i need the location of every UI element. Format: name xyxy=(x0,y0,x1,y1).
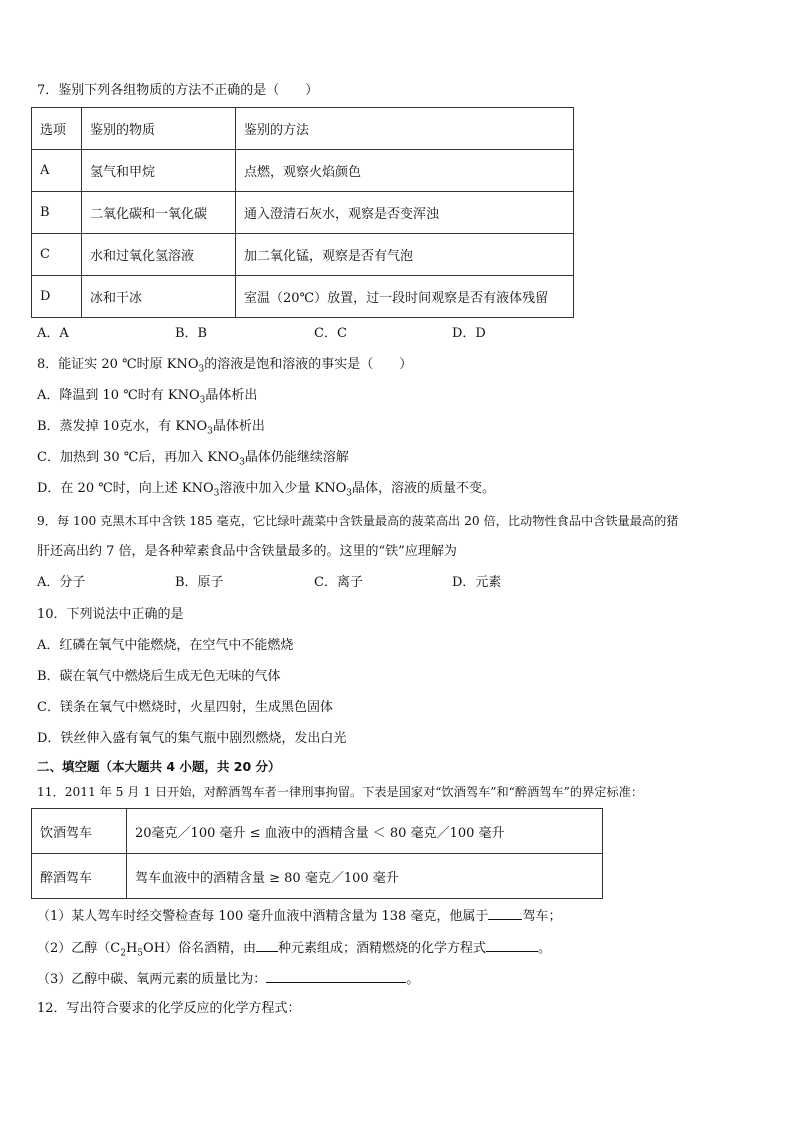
option-text: C．加热到 30 ℃后，再加入 KNO xyxy=(37,450,240,465)
sub2-text: 种元素组成；酒精燃烧的化学方程式 xyxy=(278,941,487,956)
q8-option-d xyxy=(37,480,495,503)
table-header-row xyxy=(32,108,574,150)
q9-stem-line1: 9．每 100 克黑木耳中含铁 185 毫克，它比绿叶蔬菜中含铁量最高的菠菜高出 20 倍，比动物性食品中含铁量最高的猪 xyxy=(37,514,679,528)
option-text: B．蒸发掉 10克水，有 KNO xyxy=(37,419,208,434)
q12-stem: 12．写出符合要求的化学反应的化学方程式： xyxy=(37,1001,301,1016)
table-cell: A xyxy=(32,150,82,192)
sub3-text: 。 xyxy=(406,972,420,987)
q11-sub3 xyxy=(37,968,419,989)
q8-stem-part: 的溶液是饱和溶液的事实是（ ） xyxy=(204,357,413,372)
q8-stem xyxy=(37,356,412,379)
q7-option-c: C．C xyxy=(314,326,347,341)
q9-option-d: D．元素 xyxy=(452,575,502,590)
option-text: 晶体仍能继续溶解 xyxy=(244,450,349,465)
sub2-text: 。 xyxy=(538,941,552,956)
table-header-cell: 选项 xyxy=(32,108,82,150)
option-text: 晶体，溶液的质量不变。 xyxy=(352,481,496,496)
table-row xyxy=(32,809,603,854)
subscript: 2 xyxy=(120,948,126,959)
q7-option-a: A．A xyxy=(37,326,69,341)
q7-option-d: D．D xyxy=(452,326,486,341)
table-cell: 饮酒驾车 xyxy=(32,809,127,854)
answer-blank[interactable] xyxy=(486,937,538,952)
table-cell: 冰和干冰 xyxy=(82,276,236,318)
q7-option-b: B．B xyxy=(175,326,208,341)
sub3-text: （3）乙醇中碳、氧两元素的质量比为： xyxy=(37,972,267,987)
table-header-cell: 鉴别的物质 xyxy=(82,108,236,150)
option-text: A．降温到 10 ℃时有 KNO xyxy=(37,388,200,403)
q10-option-d: D．铁丝伸入盛有氧气的集气瓶中剧烈燃烧，发出白光 xyxy=(37,731,347,746)
table-cell: B xyxy=(32,192,82,234)
q11-stem: 11．2011 年 5 月 1 日开始，对醉酒驾车者一律刑事拘留。下表是国家对“饮酒驾车”和“醉酒驾车”的界定标准： xyxy=(37,785,644,799)
section-heading: 二、填空题（本大题共 4 小题，共 20 分） xyxy=(37,759,281,774)
subscript: 3 xyxy=(198,364,205,375)
sub2-text: OH）俗名酒精，由 xyxy=(143,941,257,956)
table-cell: 氢气和甲烷 xyxy=(82,150,236,192)
q9-option-b: B．原子 xyxy=(175,575,224,590)
table-row xyxy=(32,234,574,276)
q8-option-b xyxy=(37,418,265,441)
option-text: 晶体析出 xyxy=(212,419,265,434)
q8-stem-part: 8．能证实 20 ℃时原 KNO xyxy=(37,357,199,372)
q11-table xyxy=(31,808,603,899)
table-cell: 室温（20℃）放置，过一段时间观察是否有液体残留 xyxy=(236,276,574,318)
q9-option-c: C．离子 xyxy=(314,575,363,590)
table-cell: 20毫克／100 毫升 ≤ 血液中的酒精含量 ＜ 80 毫克／100 毫升 xyxy=(127,809,603,854)
option-text: D．在 20 ℃时，向上述 KNO xyxy=(37,481,214,496)
table-row xyxy=(32,150,574,192)
table-cell: 点燃，观察火焰颜色 xyxy=(236,150,574,192)
table-cell: 通入澄清石灰水，观察是否变浑浊 xyxy=(236,192,574,234)
q7-table xyxy=(31,107,574,318)
q8-option-c xyxy=(37,449,349,472)
answer-blank[interactable] xyxy=(256,937,278,952)
q9-option-a: A．分子 xyxy=(37,575,86,590)
option-text: 晶体析出 xyxy=(205,388,258,403)
q11-sub2 xyxy=(37,937,551,963)
table-header-cell: 鉴别的方法 xyxy=(236,108,574,150)
q10-option-b: B．碳在氧气中燃烧后生成无色无味的气体 xyxy=(37,669,281,684)
q10-option-a: A．红磷在氧气中能燃烧，在空气中不能燃烧 xyxy=(37,638,294,653)
answer-blank[interactable] xyxy=(266,968,406,983)
subscript: 3 xyxy=(346,488,353,499)
subscript: 3 xyxy=(207,426,213,437)
subscript: 5 xyxy=(137,948,144,959)
table-cell: C xyxy=(32,234,82,276)
subscript: 3 xyxy=(199,395,206,406)
table-cell: 醉酒驾车 xyxy=(32,854,127,899)
table-cell: 二氧化碳和一氧化碳 xyxy=(82,192,236,234)
table-row xyxy=(32,276,574,318)
q10-stem: 10．下列说法中正确的是 xyxy=(37,607,184,622)
table-cell: 水和过氧化氢溶液 xyxy=(82,234,236,276)
option-text: 溶液中加入少量 KNO xyxy=(219,481,347,496)
subscript: 3 xyxy=(239,457,245,468)
q11-sub1 xyxy=(37,905,561,926)
q9-stem-line2: 肝还高出约 7 倍，是各种荤素食品中含铁量最多的。这里的“铁”应理解为 xyxy=(37,544,457,559)
sub1-text: 驾车； xyxy=(522,909,562,924)
sub2-text: H xyxy=(125,941,138,956)
q7-stem: 7．鉴别下列各组物质的方法不正确的是（ ） xyxy=(37,83,319,98)
table-cell: D xyxy=(32,276,82,318)
table-row xyxy=(32,192,574,234)
q8-option-a xyxy=(37,387,257,410)
sub1-text: （1）某人驾车时经交警检查每 100 毫升血液中酒精含量为 138 毫克，他属于 xyxy=(37,909,489,924)
answer-blank[interactable] xyxy=(488,905,522,920)
sub2-text: （2）乙醇（C xyxy=(37,941,121,956)
table-row xyxy=(32,854,603,899)
table-cell: 加二氧化锰，观察是否有气泡 xyxy=(236,234,574,276)
q10-option-c: C．镁条在氧气中燃烧时，火星四射，生成黑色固体 xyxy=(37,700,333,715)
table-cell: 驾车血液中的酒精含量 ≥ 80 毫克／100 毫升 xyxy=(127,854,603,899)
subscript: 3 xyxy=(213,488,220,499)
